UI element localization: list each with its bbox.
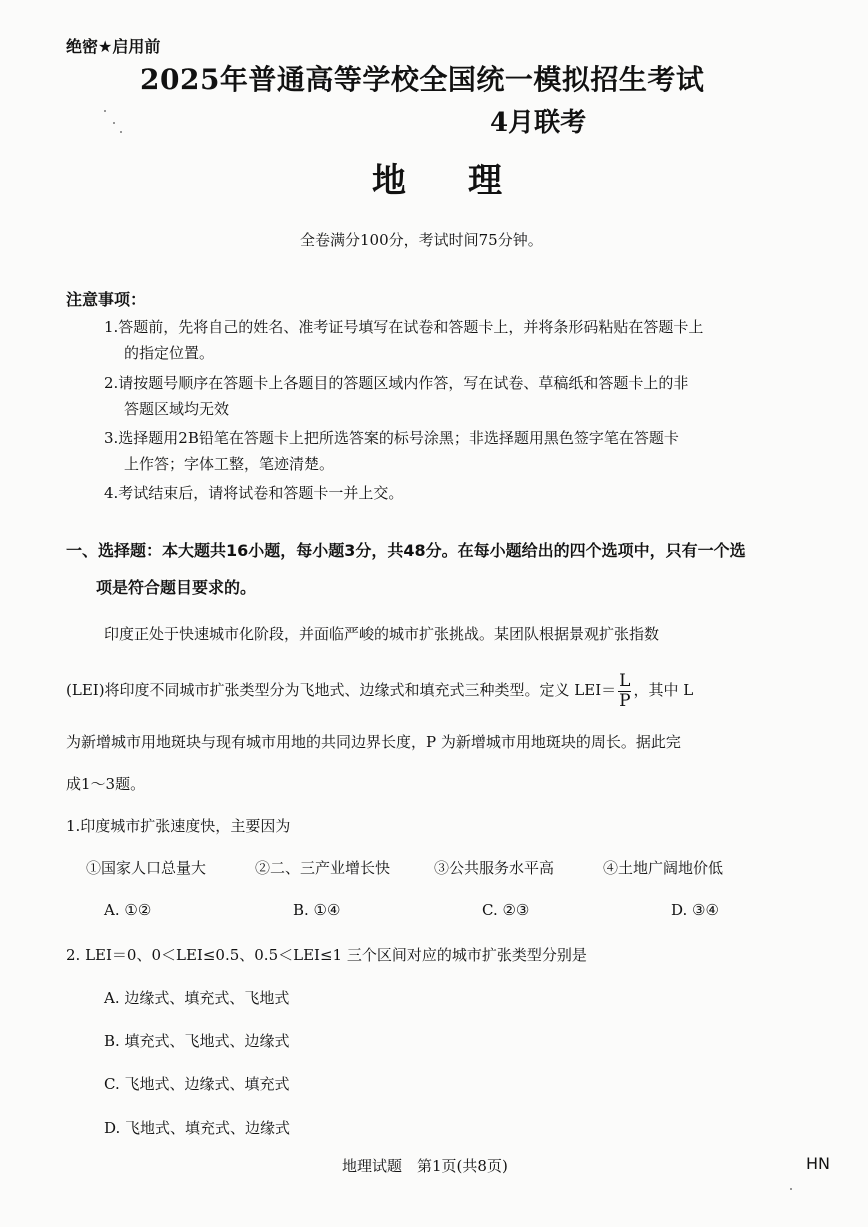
lei-fraction bbox=[618, 670, 631, 711]
note-item-3: 3.选择题用2B铅笔在答题卡上把所选答案的标号涂黑；非选择题用黑色签字笔在答题卡 bbox=[104, 429, 679, 447]
q1-option-a[interactable]: A. ①② bbox=[104, 901, 152, 919]
note-item-2: 2.请按题号顺序在答题卡上各题目的答题区域内作答，写在试卷、草稿纸和答题卡上的非 bbox=[104, 374, 689, 392]
passage-line-2 bbox=[66, 668, 693, 712]
scan-speck bbox=[104, 110, 106, 112]
exam-info: 全卷满分100分，考试时间75分钟。 bbox=[300, 231, 543, 249]
note-item-4: 4.考试结束后，请将试卷和答题卡一并上交。 bbox=[104, 484, 404, 502]
note-item-1: 1.答题前，先将自己的姓名、准考证号填写在试卷和答题卡上，并将条形码粘贴在答题卡上 bbox=[104, 318, 704, 336]
section-heading-cont: 项是符合题目要求的。 bbox=[96, 578, 257, 597]
q1-option-c[interactable]: C. ②③ bbox=[482, 901, 530, 919]
q1-statement-4: ④土地广阔地价低 bbox=[603, 859, 724, 877]
lei-denominator: P bbox=[619, 690, 631, 711]
note-item-3-cont: 上作答；字体工整，笔迹清楚。 bbox=[124, 455, 335, 473]
note-item-2-cont: 答题区域均无效 bbox=[124, 400, 230, 418]
exam-subtitle: 4月联考 bbox=[490, 108, 587, 138]
passage-line-3: 为新增城市用地斑块与现有城市用地的共同边界长度，P 为新增城市用地斑块的周长。据此完 bbox=[66, 733, 681, 751]
section-heading: 一、选择题：本大题共16小题，每小题3分，共48分。在每小题给出的四个选项中，只有一个选 bbox=[66, 541, 746, 560]
question-1-stem: 1.印度城市扩张速度快，主要因为 bbox=[66, 817, 291, 835]
subject-title: 地 理 bbox=[372, 161, 516, 201]
scan-speck bbox=[120, 131, 122, 133]
notes-heading: 注意事项： bbox=[66, 290, 147, 309]
passage-line-1: 印度正处于快速城市化阶段，并面临严峻的城市扩张挑战。某团队根据景观扩张指数 bbox=[104, 625, 660, 643]
exam-title: 2025年普通高等学校全国统一模拟招生考试 bbox=[140, 63, 705, 96]
q1-statement-3: ③公共服务水平高 bbox=[434, 859, 555, 877]
q1-option-b[interactable]: B. ①④ bbox=[293, 901, 341, 919]
secrecy-label: 绝密★启用前 bbox=[66, 37, 161, 56]
note-item-1-cont: 的指定位置。 bbox=[124, 344, 215, 362]
paper-code: HN bbox=[806, 1154, 830, 1173]
scan-speck bbox=[790, 1188, 792, 1190]
scan-speck bbox=[113, 122, 115, 124]
passage-line-2-text: (LEI)将印度不同城市扩张类型分为飞地式、边缘式和填充式三种类型。定义 LEI＝ bbox=[66, 681, 617, 699]
q2-option-c[interactable]: C. 飞地式、边缘式、填充式 bbox=[104, 1075, 290, 1093]
page-footer: 地理试题 第1页(共8页) bbox=[342, 1157, 508, 1175]
passage-line-2-end: ，其中 L bbox=[633, 681, 694, 699]
question-2-stem: 2. LEI＝0、0＜LEI≤0.5、0.5＜LEI≤1 三个区间对应的城市扩张类型分别是 bbox=[66, 946, 587, 964]
q2-option-a[interactable]: A. 边缘式、填充式、飞地式 bbox=[104, 989, 290, 1007]
q1-option-d[interactable]: D. ③④ bbox=[671, 901, 719, 919]
q2-option-d[interactable]: D. 飞地式、填充式、边缘式 bbox=[104, 1119, 291, 1137]
passage-line-4: 成1～3题。 bbox=[66, 775, 146, 793]
q2-option-b[interactable]: B. 填充式、飞地式、边缘式 bbox=[104, 1032, 290, 1050]
q1-statement-1: ①国家人口总量大 bbox=[86, 859, 207, 877]
q1-statement-2: ②二、三产业增长快 bbox=[255, 859, 391, 877]
lei-numerator: L bbox=[619, 670, 631, 691]
